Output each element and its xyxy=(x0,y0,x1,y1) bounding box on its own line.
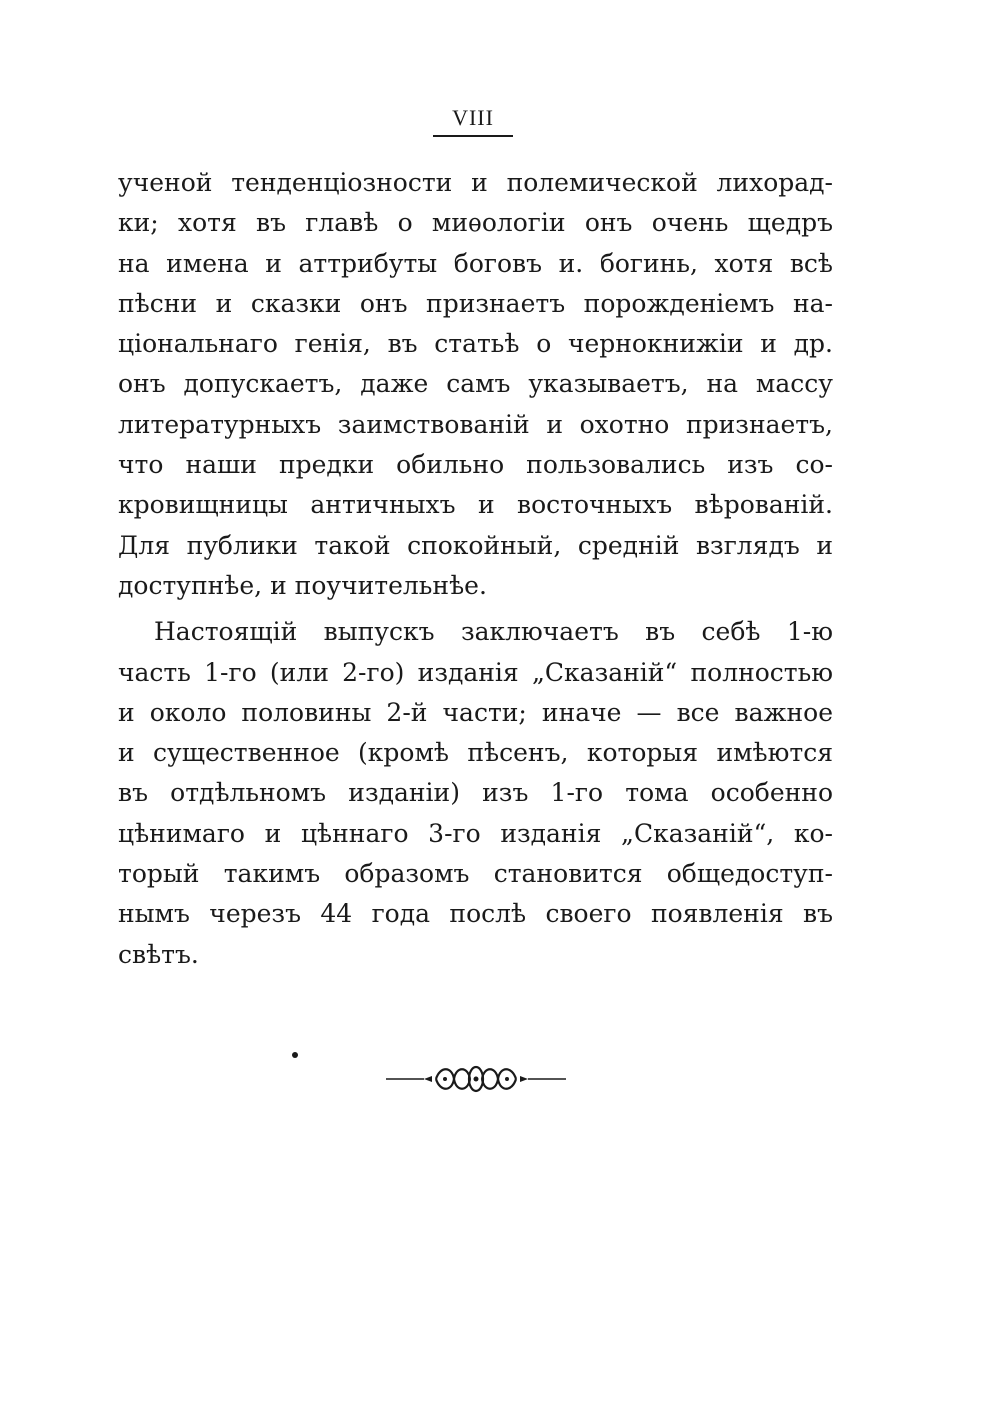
text-line: литературныхъ заимствованій и охотно признаетъ, xyxy=(118,409,833,439)
text-line: ученой тенденціозности и полемической лихорад- xyxy=(118,168,833,197)
text-line: свѣтъ. xyxy=(118,939,199,969)
text-line: Настоящій выпускъ заключаетъ въ себѣ 1-ю xyxy=(154,617,833,647)
text-line: на имена и аттрибуты боговъ и. богинь, хотя всѣ xyxy=(118,248,833,278)
stray-dot xyxy=(292,1052,298,1058)
paragraph-1 xyxy=(118,163,833,606)
text-line: торый такимъ образомъ становится общедоступ- xyxy=(118,859,833,889)
text-line: что наши предки обильно пользовались изъ со- xyxy=(118,450,833,480)
text-line: цѣнимаго и цѣннаго 3-го изданія „Сказаній“, ко- xyxy=(118,818,833,848)
ornament-divider-icon xyxy=(386,1058,566,1100)
text-line: Для публики такой спокойный, средній взглядъ и xyxy=(118,530,833,560)
page-number: VIII xyxy=(452,105,494,130)
text-line: кровищницы античныхъ и восточныхъ вѣрованій. xyxy=(118,490,833,520)
text-line: ки; хотя въ главѣ о миѳологіи онъ очень щедръ xyxy=(118,208,833,238)
text-line: часть 1-го (или 2-го) изданія „Сказаній“ полностью xyxy=(118,657,833,687)
text-line: и около половины 2-й части; иначе — все важное xyxy=(118,697,833,727)
text-line: нымъ черезъ 44 года послѣ своего появленія въ xyxy=(118,899,833,929)
text-line: и существенное (кромѣ пѣсенъ, которыя имѣются xyxy=(118,738,833,768)
text-line: пѣсни и сказки онъ признаетъ порожденіемъ на- xyxy=(118,288,833,318)
text-line: доступнѣе, и поучительнѣе. xyxy=(118,570,487,600)
text-line: въ отдѣльномъ изданіи) изъ 1-го тома особенно xyxy=(118,778,833,808)
paragraph-2 xyxy=(118,612,833,975)
page-number-rule xyxy=(433,135,513,137)
text-line: ціональнаго генія, въ статьѣ о чернокнижіи и др. xyxy=(118,329,833,359)
body-text xyxy=(118,163,833,975)
text-line: онъ допускаетъ, даже самъ указываетъ, на массу xyxy=(118,369,833,399)
